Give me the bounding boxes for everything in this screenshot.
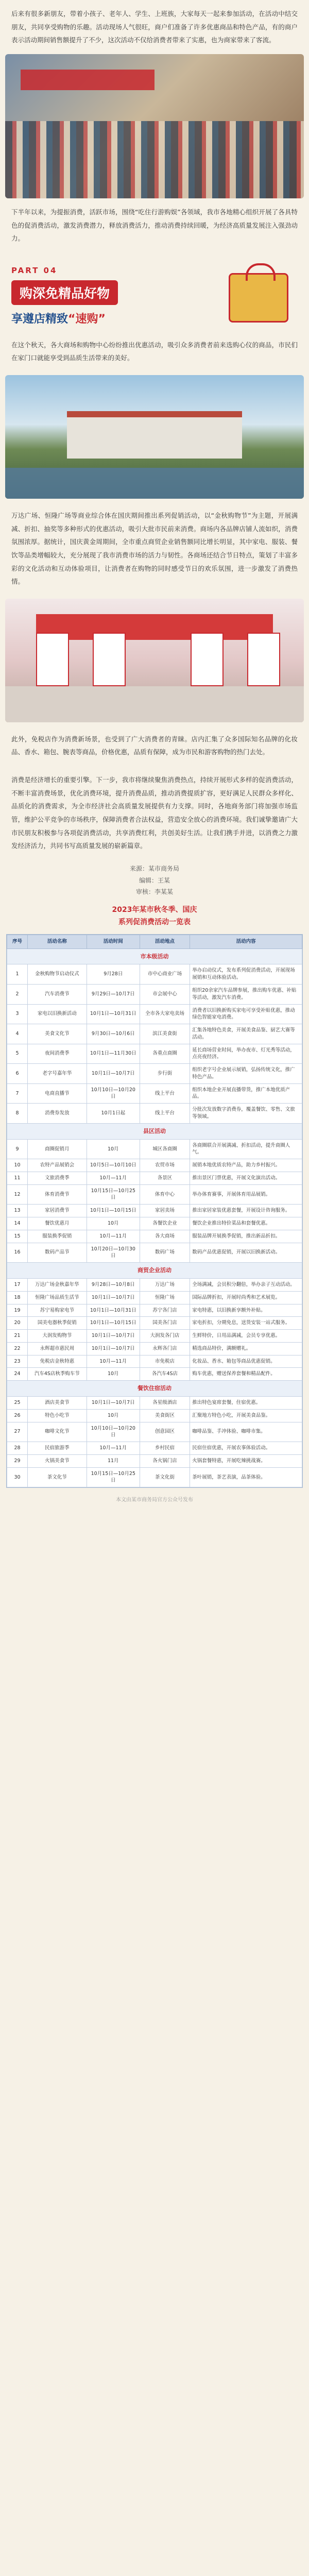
cell-name: 汽车消费节 [28,984,87,1004]
cell-content: 数码产品优惠促销，开展以旧换新活动。 [190,1243,302,1263]
table-row [7,1104,302,1124]
cell-index: 3 [7,1004,28,1024]
shop-paragraph: 此外，免税店作为消费新场景，也受到了广大消费者的青睐。店内汇集了众多国际知名品牌的化妆品、香水、箱包、腕表等商品，价格优惠，品质有保障，成为市民和游客购物的热门去处。 [11,735,298,756]
table-row [7,1044,302,1064]
cell-time: 11月 [87,1454,140,1467]
cell-name: 国美电器秋季促销 [28,1317,87,1330]
cell-time: 10月—11月 [87,1230,140,1243]
part-title: 购深免精品好物 [11,280,118,305]
table-row [7,1205,302,1217]
cell-index: 15 [7,1230,28,1243]
cell-time: 10月1日—10月31日 [87,1004,140,1024]
table-section-row [7,1123,302,1139]
mall-paragraph: 万达广场、恒隆广场等商业综合体在国庆期间推出系列促销活动，以“金秋购物节”为主题，开展满减、折扣、抽奖等多种形式的优惠活动，吸引大批市民前来消费。商场内各品牌店铺人流如织，消费氛围浓厚。据统计，国庆黄金周期间，全市重点商贸企业销售额同比增长明显，其中家电、服装、餐饮等品类增幅较大，充分展现了我市消费市场的活力与韧性。各商场还结合节日特点，策划了丰富多彩的文化活动和互动体验项目，让消费者在购物的同时感受节日的欢乐氛围，进一步激发了消费热情。 [11,512,298,586]
photo-lake [5,468,304,499]
cell-time: 10月—11月 [87,1442,140,1455]
part-subtitle-text: 享遵店精致 [11,312,68,326]
cell-index: 1 [7,964,28,985]
cell-content: 精选商品特价，满额赠礼。 [190,1342,302,1355]
cell-index: 5 [7,1044,28,1064]
activity-table [7,935,302,1487]
cell-content: 举办启动仪式，发布系列促消费活动，开展现场展销和互动体验活动。 [190,964,302,985]
cell-time: 10月10日—10月20日 [87,1422,140,1442]
cell-time: 10月10日—10月20日 [87,1083,140,1104]
cell-location: 美食街区 [140,1409,190,1422]
cell-location: 各火锅门店 [140,1454,190,1467]
table-row [7,1024,302,1044]
cell-name: 火锅美食节 [28,1454,87,1467]
cell-location: 国美各门店 [140,1317,190,1330]
table-title [0,901,309,934]
cell-time: 10月1日—11月30日 [87,1044,140,1064]
cell-time: 9月30日—10月6日 [87,1024,140,1044]
cell-content: 家电折扣，分期免息，送货安装一站式服务。 [190,1317,302,1330]
part-subtitle-quote: “速购” [68,312,106,326]
cell-location: 市会展中心 [140,984,190,1004]
table-section-row [7,1381,302,1397]
cell-index: 26 [7,1409,28,1422]
cell-index: 7 [7,1083,28,1104]
cell-location: 市中心商业广场 [140,964,190,985]
photo-building [67,411,242,459]
cell-content: 汇聚地方特色小吃，开展美食品鉴。 [190,1409,302,1422]
cell-content: 延长商场营业时间，举办夜市、灯光秀等活动，点亮夜经济。 [190,1044,302,1064]
table-row [7,984,302,1004]
header-location: 活动地点 [140,935,190,948]
table-section-row [7,948,302,964]
cell-index: 14 [7,1217,28,1230]
cell-location: 全市各大家电卖场 [140,1004,190,1024]
cell-content: 茶叶展销，茶艺表演，品茶体验。 [190,1467,302,1487]
table-row [7,1083,302,1104]
cell-time: 9月29日—10月7日 [87,984,140,1004]
cell-content: 购车优惠，赠送保养套餐和精品配件。 [190,1368,302,1381]
cell-index: 21 [7,1330,28,1343]
table-row [7,1064,302,1084]
cell-content: 家电特惠，以旧换新享额外补贴。 [190,1304,302,1317]
cell-time: 10月15日—10月25日 [87,1184,140,1205]
cell-content: 消费者以旧换新购买家电可享受补贴优惠，推动绿色智能家电消费。 [190,1004,302,1024]
cell-name: 金秋购物节启动仪式 [28,964,87,985]
photo-rack [36,633,69,686]
cell-location: 永辉各门店 [140,1342,190,1355]
cell-time: 10月—11月 [87,1355,140,1368]
cell-index: 20 [7,1317,28,1330]
part-intro-paragraph: 在这个秋天，各大商场和购物中心纷纷推出优惠活动，吸引众多消费者前来选购心仪的商品，市民们在家门口就能享受到品质生活带来的美好。 [11,341,298,362]
cell-content: 推出家居家装优惠套餐，开展设计咨询服务。 [190,1205,302,1217]
cell-location: 家居卖场 [140,1205,190,1217]
cell-name: 消费券发放 [28,1104,87,1124]
cell-name: 恒隆广场品质生活节 [28,1291,87,1304]
cell-location: 数码广场 [140,1243,190,1263]
cell-index: 11 [7,1172,28,1184]
cell-location: 各星级酒店 [140,1397,190,1410]
cell-location: 农贸市场 [140,1159,190,1172]
cell-index: 30 [7,1467,28,1487]
cell-time: 10月1日—10月7日 [87,1291,140,1304]
cell-content: 国际品牌折扣，开展时尚秀和艺术展览。 [190,1291,302,1304]
cell-index: 17 [7,1278,28,1291]
cell-index: 25 [7,1397,28,1410]
cell-name: 数码产品节 [28,1243,87,1263]
cell-index: 12 [7,1184,28,1205]
cell-content: 举办体育赛事，开展体育用品展销。 [190,1184,302,1205]
cell-index: 4 [7,1024,28,1044]
photo-shop-sign [36,614,273,640]
part-label: PART 04 [11,265,58,275]
cell-location: 各重点商圈 [140,1044,190,1064]
cell-content: 生鲜特价，日用品满减，会员专享优惠。 [190,1330,302,1343]
cell-location: 线上平台 [140,1104,190,1124]
cell-index: 18 [7,1291,28,1304]
cell-name: 老字号嘉年华 [28,1064,87,1084]
cell-time: 10月 [87,1368,140,1381]
table-row [7,1397,302,1410]
cell-location: 各餐饮企业 [140,1217,190,1230]
cell-time: 10月 [87,1139,140,1159]
cell-location: 步行街 [140,1064,190,1084]
cell-time: 10月1日—10月7日 [87,1397,140,1410]
photo-banner [21,70,154,90]
table-row [7,1368,302,1381]
cell-content: 全场满减，会员积分翻倍，举办亲子互动活动。 [190,1278,302,1291]
cell-index: 23 [7,1355,28,1368]
table-row [7,1184,302,1205]
table-row [7,1317,302,1330]
table-row [7,1454,302,1467]
cell-name: 永辉超市惠民周 [28,1342,87,1355]
cell-name: 咖啡文化节 [28,1422,87,1442]
header-index: 序号 [7,935,28,948]
cell-name: 体育消费节 [28,1184,87,1205]
cell-location: 万达广场 [140,1278,190,1291]
shopping-bag-icon [229,273,288,323]
cell-name: 汽车4S店秋季购车节 [28,1368,87,1381]
conclusion-paragraph: 消费是经济增长的重要引擎。下一步，我市将继续聚焦消费热点，持续开展形式多样的促消费活动，不断丰富消费场景，优化消费环境，提升消费品质，推动消费提质扩容，更好满足人民群众多样化、品质化的消费需求，为全市经济社会高质量发展提供有力支撑。同时，各地商务部门将加强市场监管，维护公平竞争的市场秩序，保障消费者合法权益，营造安全放心的消费环境。我们诚挚邀请广大市民朋友积极参与各项促消费活动，共享消费红利，共创美好生活。让我们携手并进，以消费之力激发经济活力，共同书写高质量发展的崭新篇章。 [11,776,298,850]
table-body [7,948,302,1487]
cell-name: 家居消费节 [28,1205,87,1217]
header-name: 活动名称 [28,935,87,948]
cell-time: 10月 [87,1217,140,1230]
cell-location: 创意园区 [140,1422,190,1442]
cell-name: 免税店金秋特惠 [28,1355,87,1368]
cell-time: 10月—11月 [87,1172,140,1184]
cell-content: 民宿住宿优惠，开展农事体验活动。 [190,1442,302,1455]
cell-location: 乡村民宿 [140,1442,190,1455]
cell-location: 各大商场 [140,1230,190,1243]
cell-location: 滨江美食街 [140,1024,190,1044]
table-row [7,1409,302,1422]
cell-time: 10月5日—10月10日 [87,1159,140,1172]
cell-index: 19 [7,1304,28,1317]
table-section-row [7,1263,302,1279]
cell-time: 10月20日—10月30日 [87,1243,140,1263]
cell-location: 茶文化街 [140,1467,190,1487]
table-row [7,964,302,985]
section-title: 县区活动 [7,1123,302,1139]
cell-content: 火锅套餐特惠，开展吃辣挑战赛。 [190,1454,302,1467]
credits [0,860,309,901]
table-row [7,1243,302,1263]
cell-name: 大润发购物节 [28,1330,87,1343]
cell-name: 餐饮优惠月 [28,1217,87,1230]
header-time: 活动时间 [87,935,140,948]
cell-index: 27 [7,1422,28,1442]
cell-index: 29 [7,1454,28,1467]
header-content: 活动内容 [190,935,302,948]
summary-paragraph: 下半年以来，为提振消费，活跃市场，围绕“吃住行游购娱”各领域，我市各地精心组织开展了各具特色的促消费活动，激发消费潜力，释放消费活力，推动消费持续回暖，为经济高质量发展注入强劲动力。 [11,208,298,243]
table-row [7,1291,302,1304]
cell-name: 服装换季促销 [28,1230,87,1243]
cell-name: 酒店美食节 [28,1397,87,1410]
activity-table-wrap [6,934,303,1488]
cell-name: 夜间消费季 [28,1044,87,1064]
table-row [7,1139,302,1159]
cell-location: 线上平台 [140,1083,190,1104]
cell-content: 餐饮企业推出特价菜品和套餐优惠。 [190,1217,302,1230]
cell-time: 10月1日—10月31日 [87,1304,140,1317]
part-header [0,252,309,331]
cell-index: 22 [7,1342,28,1355]
cell-name: 特色小吃节 [28,1409,87,1422]
photo-rack [93,633,126,686]
table-row [7,1330,302,1343]
cell-name: 农特产品展销会 [28,1159,87,1172]
credit-editor: 编辑：王某 [139,876,170,884]
footer-note: 本文由某市商务局官方公众号发布 [116,1497,193,1503]
cell-location: 恒隆广场 [140,1291,190,1304]
cell-name: 茶文化节 [28,1467,87,1487]
credit-reviewer: 审核：李某某 [135,888,173,896]
table-title-line2: 系列促消费活动一览表 [118,918,191,926]
table-row [7,1442,302,1455]
table-title-line1: 2023年某市秋冬季、国庆 [112,906,197,914]
cell-location: 苏宁各门店 [140,1304,190,1317]
cell-content: 分批次发放数字消费券，覆盖餐饮、零售、文旅等领域。 [190,1104,302,1124]
cell-index: 9 [7,1139,28,1159]
cell-content: 推出特色宴席套餐，住宿优惠。 [190,1397,302,1410]
section-title: 餐饮住宿活动 [7,1381,302,1397]
mall-aerial-photo [5,375,304,499]
cell-time: 10月15日—10月25日 [87,1467,140,1487]
cell-index: 13 [7,1205,28,1217]
cell-time: 10月1日—10月15日 [87,1205,140,1217]
photo-rack [191,633,224,686]
cell-location: 大润发各门店 [140,1330,190,1343]
table-row [7,1159,302,1172]
table-header-row [7,935,302,948]
cell-content: 推出景区门票优惠，开展文化演出活动。 [190,1172,302,1184]
cell-time: 10月 [87,1409,140,1422]
section-title: 商贸企业活动 [7,1263,302,1279]
table-row [7,1422,302,1442]
cell-content: 组织老字号企业展示展销，弘扬传统文化，推广特色产品。 [190,1064,302,1084]
cell-index: 24 [7,1368,28,1381]
cell-content: 组织本地企业开展直播带货，推广本地优质产品。 [190,1083,302,1104]
duty-free-shop-photo [5,599,304,722]
cell-time: 10月1日—10月7日 [87,1330,140,1343]
photo-floor [5,686,304,722]
cell-content: 汇集各地特色美食，开展美食品鉴、厨艺大赛等活动。 [190,1024,302,1044]
cell-time: 10月1日—10月7日 [87,1342,140,1355]
cell-index: 28 [7,1442,28,1455]
cell-name: 文旅消费季 [28,1172,87,1184]
cell-name: 万达广场金秋嘉年华 [28,1278,87,1291]
cell-index: 2 [7,984,28,1004]
cell-name: 苏宁易购家电节 [28,1304,87,1317]
cell-time: 10月1日—10月15日 [87,1317,140,1330]
table-row [7,1304,302,1317]
cell-index: 10 [7,1159,28,1172]
cell-name: 电商直播节 [28,1083,87,1104]
cell-location: 各景区 [140,1172,190,1184]
cell-location: 各汽车4S店 [140,1368,190,1381]
cell-index: 8 [7,1104,28,1124]
table-row [7,1278,302,1291]
credit-source: 来源：某市商务局 [129,865,179,872]
section-title: 市本级活动 [7,948,302,964]
cell-content: 化妆品、香水、箱包等商品优惠促销。 [190,1355,302,1368]
cell-name: 美食文化节 [28,1024,87,1044]
cell-name: 家电以旧换新活动 [28,1004,87,1024]
table-row [7,1217,302,1230]
intro-paragraph: 后来有很多新朋友，带着小孩子、老年人、学生、上班族，大家每天一起来参加活动，在活动中结交朋友，共同享受购物的乐趣。活动现场人气很旺，商户们准备了许多优惠商品和特色产品，有的商户表示活动期间销售额提升了不少，这次活动不仅给消费者带来了实惠，也为商家带来了客流。 [11,10,298,44]
cell-content: 展销本地优质农特产品，助力乡村振兴。 [190,1159,302,1172]
table-row [7,1467,302,1487]
cell-index: 16 [7,1243,28,1263]
cell-name: 商圈促销月 [28,1139,87,1159]
cell-name: 民宿旅游季 [28,1442,87,1455]
cell-location: 市免税店 [140,1355,190,1368]
cell-location: 体育中心 [140,1184,190,1205]
cell-content: 组织20余家汽车品牌参展，推出购车优惠、补贴等活动，激发汽车消费。 [190,984,302,1004]
cell-content: 各商圈联合开展满减、折扣活动，提升商圈人气。 [190,1139,302,1159]
table-row [7,1342,302,1355]
event-crowd-photo [5,54,304,198]
table-row [7,1355,302,1368]
cell-content: 咖啡品鉴、手冲体验、咖啡市集。 [190,1422,302,1442]
cell-index: 6 [7,1064,28,1084]
table-row [7,1004,302,1024]
photo-crowd [5,121,304,198]
cell-time: 10月1日—10月7日 [87,1064,140,1084]
table-row [7,1230,302,1243]
cell-time: 9月28日—10月8日 [87,1278,140,1291]
cell-location: 城区各商圈 [140,1139,190,1159]
cell-time: 9月28日 [87,964,140,985]
cell-time: 10月1日起 [87,1104,140,1124]
table-row [7,1172,302,1184]
cell-content: 服装品牌开展换季促销，推出新品折扣。 [190,1230,302,1243]
photo-rack [247,633,280,686]
